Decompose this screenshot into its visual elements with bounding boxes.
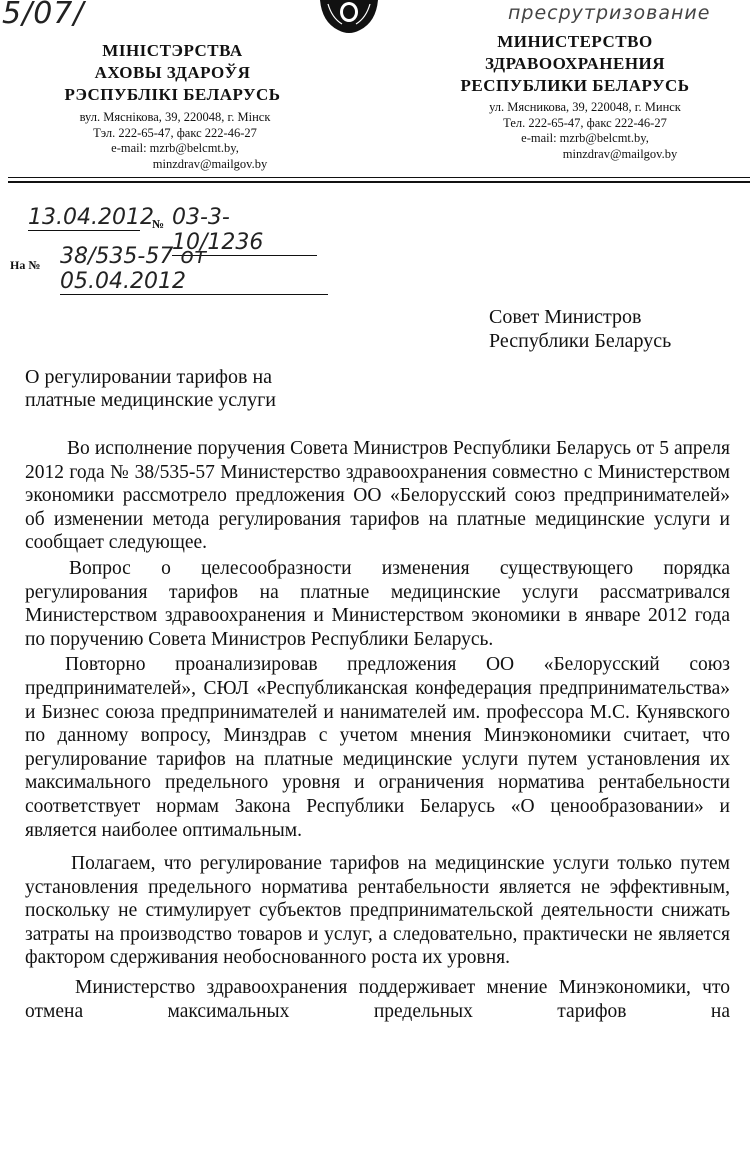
ministry-name-belarusian [30, 40, 315, 106]
ministry-line: МИНИСТЕРСТВО [497, 32, 653, 51]
ministry-line: МІНІСТЭРСТВА [102, 41, 243, 60]
address-line: вул. Мяснікова, 39, 220048, г. Мінск [79, 110, 271, 124]
body-paragraph: Повторно проанализировав предложения ОО «Белорусский союз предпринимателей», СЮЛ «Республиканская конфедерация предпринимательства» и Бизнес союза предпринимателей и нанимателей им. профессора М.С. Кунявского по данному вопросу, Минздрав с учетом мнения Минэкономики считает, что регулирование тарифов на платные медицинские услуги путем установления их максимального предельного уровня и ограничения норматива рентабельности соответствует нормам Закона Республики Беларусь «О ценообразовании» и является наиболее оптимальным. [25, 654, 730, 841]
letter-body [25, 437, 730, 1023]
registration-number: 03-3-10/1236 [172, 205, 317, 256]
phone-line: Тел. 222-65-47, факс 222-46-27 [503, 115, 667, 130]
addressee [489, 305, 671, 353]
phone-line: Тэл. 222-65-47, факс 222-46-27 [93, 125, 257, 140]
handwritten-corner-mark: 5/07/ [2, 0, 85, 31]
body-paragraph: Министерство здравоохранения поддерживает мнение Минэкономики, что отмена максимальных предельных тарифов на [25, 977, 730, 1022]
email-line: e-mail: mzrb@belcmt.by, [111, 141, 239, 155]
subject-line: О регулировании тарифов на [25, 366, 273, 388]
body-paragraph: Полагаем, что регулирование тарифов на медицинские услуги только путем установления предельного норматива рентабельности является не эффективным, поскольку не стимулирует субъектов предпринимательской деятельности снижать затраты на производство товаров и услуг, а следовательно, практически не является фактором сдерживания необоснованного роста их уровня. [25, 853, 730, 969]
ministry-line: РЭСПУБЛІКІ БЕЛАРУСЬ [64, 85, 281, 104]
email-line: minzdrav@mailgov.by [152, 156, 268, 171]
ministry-line: ЗДРАВООХРАНЕНИЯ [484, 54, 666, 73]
ministry-contacts-belarusian [40, 110, 310, 172]
header-divider-thick [8, 181, 750, 183]
addressee-line: Республики Беларусь [489, 330, 672, 352]
email-line: minzdrav@mailgov.by [562, 146, 678, 161]
handwritten-resolution: пресрутризование [508, 2, 711, 24]
ministry-contacts-russian [460, 100, 710, 162]
body-paragraph: Во исполнение поручения Совета Министров Республики Беларусь от 5 апреля 2012 года № 38/535-57 Министерство здравоохранения совместно с Министерством экономики рассмотрело предложения ОО «Белорусский союз предпринимателей» об изменении метода регулирования тарифов на платные медицинские услуги и сообщает следующее. [25, 438, 730, 554]
email-line: e-mail: mzrb@belcmt.by, [521, 131, 649, 145]
body-paragraph: Вопрос о целесообразности изменения существующего порядка регулирования тарифов на платные медицинские услуги рассматривался Министерством здравоохранения и Министерством экономики в январе 2012 года по поручению Совета Министров Республики Беларусь. [25, 557, 730, 650]
reference-value: 38/535-57 от 05.04.2012 [60, 244, 328, 295]
subject-line: платные медицинские услуги [25, 389, 276, 411]
registration-date: 13.04.2012 [28, 205, 154, 230]
address-line: ул. Мясникова, 39, 220048, г. Минск [489, 100, 681, 114]
ministry-name-russian [440, 31, 710, 97]
letter-subject [25, 366, 276, 412]
reference-label: На № [10, 258, 41, 272]
header-divider-thin [8, 177, 750, 178]
addressee-line: Совет Министров [489, 306, 642, 328]
ministry-line: АХОВЫ ЗДАРОЎЯ [94, 63, 251, 82]
registration-number-label: № [152, 217, 165, 231]
ministry-line: РЕСПУБЛИКИ БЕЛАРУСЬ [460, 76, 690, 95]
state-emblem-icon [318, 0, 380, 34]
